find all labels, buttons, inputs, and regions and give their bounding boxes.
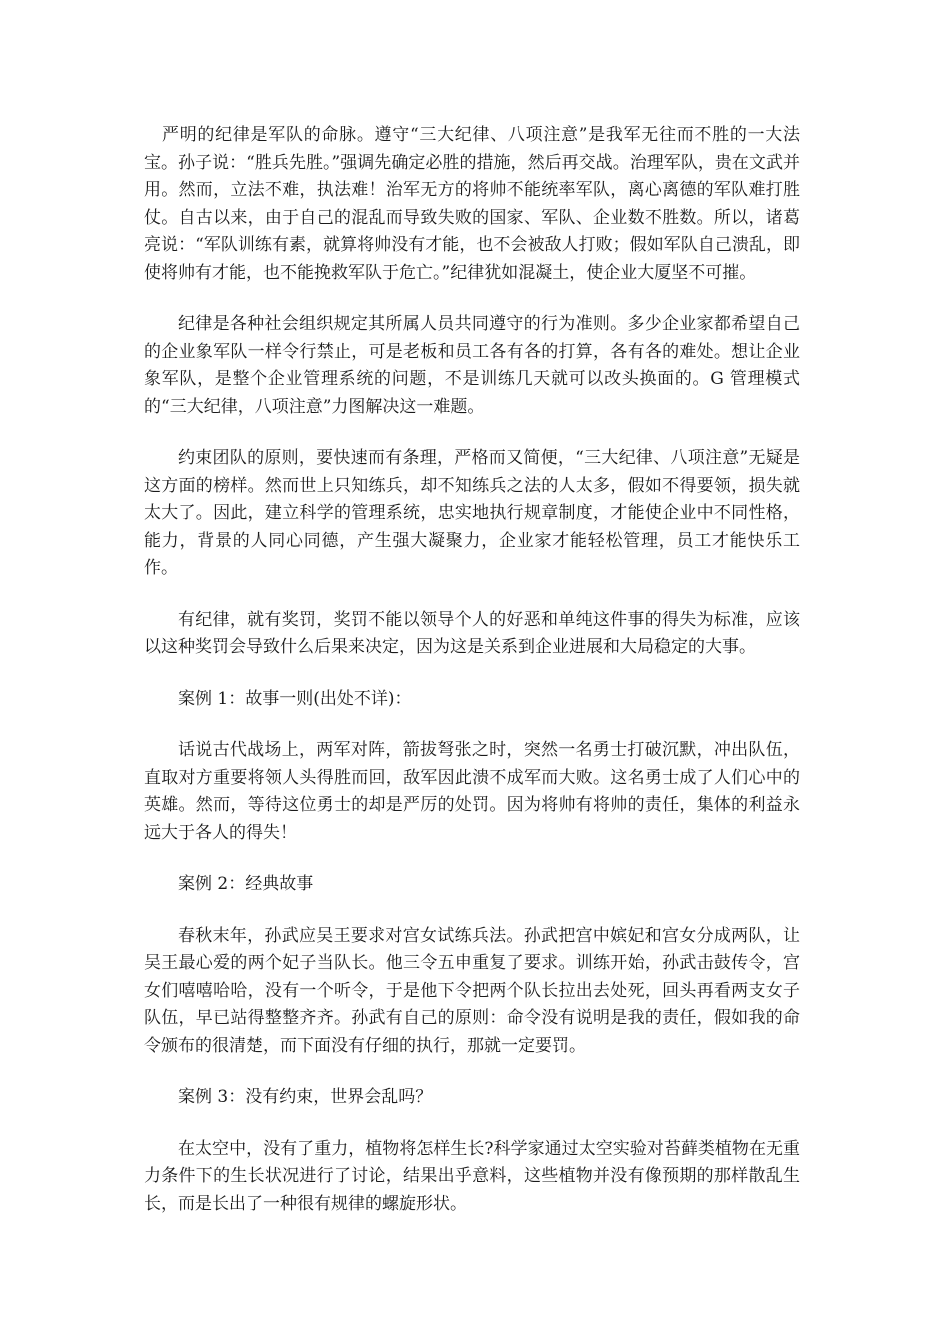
paragraph-discipline-definition: 纪律是各种社会组织规定其所属人员共同遵守的行为准则。多少企业家都希望自己的企业象军队一样令行禁止，可是老板和员工各有各的打算，各有各的难处。想让企业象军队，是整个企业管理系统的问题，不是训练几天就可以改头换面的。G 管理模式的“三大纪律，八项注意”力图解决这一难题。 [144, 314, 800, 417]
case-2-story: 春秋末年，孙武应吴王要求对宫女试练兵法。孙武把宫中嫔妃和宫女分成两队，让吴王最心爱的两个妃子当队长。他三令五申重复了要求。训练开始，孙武击鼓传令，宫女们嘻嘻哈哈，没有一个听令，于是他下令把两个队长拉出去处死，回头再看两支女子队伍，早已站得整整齐齐。孙武有自己的原则：命令没有说明是我的责任，假如我的命令颁布的很清楚，而下面没有仔细的执行，那就一定要罚。 [144, 925, 800, 1056]
case-1-heading: 案例 1：故事一则(出处不详)： [178, 688, 412, 709]
paragraph-team-principles: 约束团队的原则，要快速而有条理，严格而又简便，“三大纪律、八项注意”无疑是这方面的榜样。然而世上只知练兵，却不知练兵之法的人太多，假如不得要领，损失就太大了。因此，建立科学的管理系统，忠实地执行规章制度，才能使企业中不同性格，能力，背景的人同心同德，产生强大凝聚力，企业家才能轻松管理，员工才能快乐工作。 [144, 448, 800, 578]
case-2-heading: 案例 2：经典故事 [178, 874, 314, 894]
document-body [144, 122, 800, 1242]
case-3-story: 在太空中，没有了重力，植物将怎样生长?科学家通过太空实验对苔藓类植物在无重力条件下的生长状况进行了讨论，结果出乎意料，这些植物并没有像预期的那样散乱生长，而是长出了一种很有规律的螺旋形状。 [144, 1138, 800, 1214]
paragraph-discipline-army: 严明的纪律是军队的命脉。遵守“三大纪律、八项注意”是我军无往而不胜的一大法宝。孙子说：“胜兵先胜。”强调先确定必胜的措施，然后再交战。治理军队，贵在文武并用。然而，立法不难，执法难！治军无方的将帅不能统率军队，离心离德的军队难打胜仗。自古以来，由于自己的混乱而导致失败的国家、军队、企业数不胜数。所以，诸葛亮说：“军队训练有素，就算将帅没有才能，也不会被敌人打败；假如军队自己溃乱，即使将帅有才能，也不能挽救军队于危亡。”纪律犹如混凝土，使企业大厦坚不可摧。 [144, 125, 800, 283]
case-3-heading: 案例 3：没有约束，世界会乱吗？ [178, 1087, 433, 1107]
paragraph-rewards-punishment: 有纪律，就有奖罚，奖罚不能以领导个人的好恶和单纯这件事的得失为标准，应该以这种奖罚会导致什么后果来决定，因为这是关系到企业进展和大局稳定的大事。 [144, 609, 800, 657]
case-1-story: 话说古代战场上，两军对阵，箭拔弩张之时，突然一名勇士打破沉默，冲出队伍，直取对方重要将领人头得胜而回，敌军因此溃不成军而大败。这名勇士成了人们心中的英雄。然而，等待这位勇士的却是严厉的处罚。因为将帅有将帅的责任，集体的利益永远大于各人的得失！ [144, 740, 800, 843]
